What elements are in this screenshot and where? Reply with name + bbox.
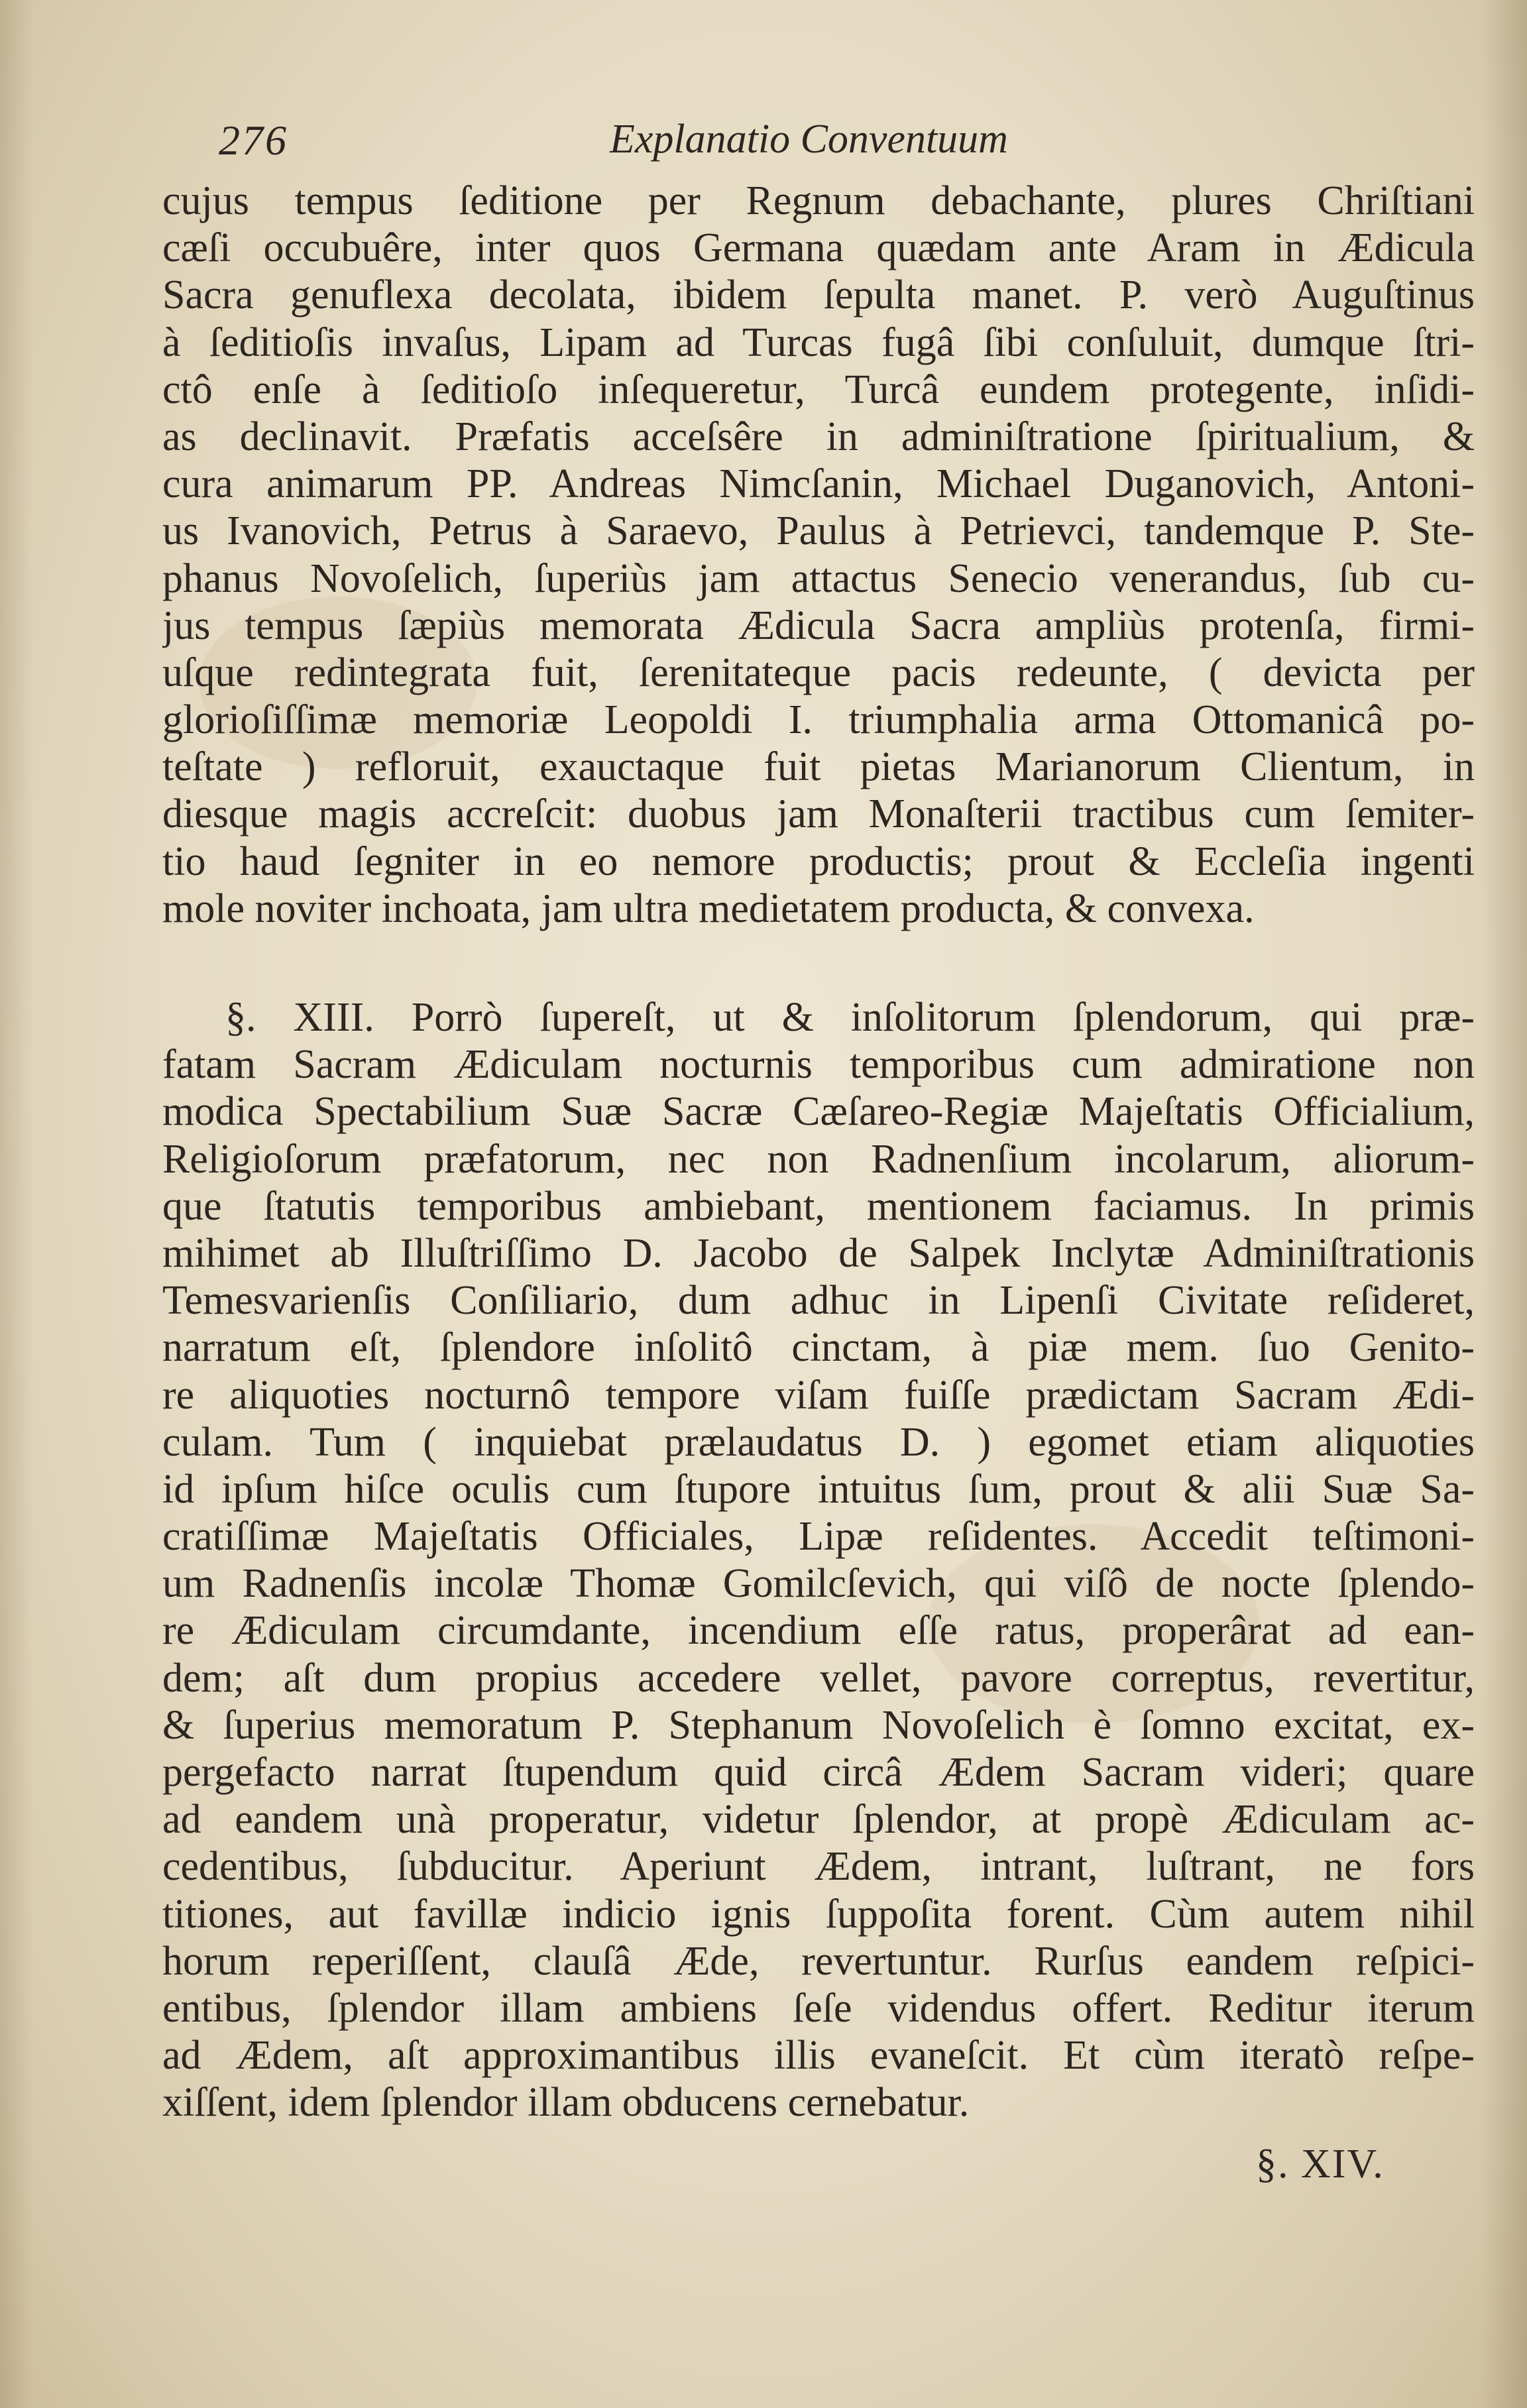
text-line: §. XIII. Porrò ſupereſt, ut & inſolitorum ſplendorum, qui præ- [225,995,1475,1040]
text-line: diesque magis accreſcit: duobus jam Monaſterii tractibus cum ſemiter- [162,791,1475,837]
text-line: ad eandem unà properatur, videtur ſplendor, at propè Ædiculam ac- [162,1797,1475,1843]
text-line: culam. Tum ( inquiebat prælaudatus D. ) egomet etiam aliquoties [162,1419,1475,1465]
page-shadow-left [0,0,33,2408]
text-line: teſtate ) refloruit, exauctaque fuit pietas Marianorum Clientum, in [162,744,1475,790]
page-shadow-right [1481,0,1527,2408]
text-line: uſque redintegrata fuit, ſerenitateque pacis redeunte, ( devicta per [162,650,1475,695]
text-line: cura animarum PP. Andreas Nimcſanin, Michael Duganovich, Antoni- [162,461,1475,507]
text-line: fatam Sacram Ædiculam nocturnis temporibus cum admiratione non [162,1042,1475,1088]
running-head [219,116,1471,176]
text-line: mole noviter inchoata, jam ultra medietatem producta, & convexa. [162,886,1255,931]
text-line: tio haud ſegniter in eo nemore productis; prout & Eccleſia ingenti [162,838,1475,884]
page-number: 276 [219,117,288,164]
text-line: id ipſum hiſce oculis cum ſtupore intuitus ſum, prout & alii Suæ Sa- [162,1466,1475,1512]
text-line: re aliquoties nocturnô tempore viſam fuiſſe prædictam Sacram Ædi- [162,1372,1475,1418]
text-line: à ſeditioſis invaſus, Lipam ad Turcas fugâ ſibi conſuluit, dumque ſtri- [162,319,1475,365]
text-line: glorioſiſſimæ memoriæ Leopoldi I. triumphalia arma Ottomanicâ po- [162,697,1475,743]
text-line: pergefacto narrat ſtupendum quid circâ Ædem Sacram videri; quare [162,1750,1475,1795]
paragraph-section-xiii [162,994,1475,2127]
text-line: Sacra genuflexa decolata, ibidem ſepulta manet. P. verò Auguſtinus [162,272,1475,318]
text-line: mihimet ab Illuſtriſſimo D. Jacobo de Salpek Inclytæ Adminiſtrationis [162,1230,1475,1276]
text-line: cratiſſimæ Majeſtatis Officiales, Lipæ reſidentes. Accedit teſtimoni- [162,1514,1475,1560]
text-line: cæſi occubuêre, inter quos Germana quædam ante Aram in Ædicula [162,225,1475,271]
text-line: entibus, ſplendor illam ambiens ſeſe videndus offert. Reditur iterum [162,1985,1475,2031]
text-line: dem; aſt dum propius accedere vellet, pavore correptus, revertitur, [162,1655,1475,1701]
text-line: & ſuperius memoratum P. Stephanum Novoſelich è ſomno excitat, ex- [162,1702,1475,1748]
text-line: titiones, aut favillæ indicio ignis ſuppoſita forent. Cùm autem nihil [162,1891,1475,1937]
text-line: cedentibus, ſubducitur. Aperiunt Ædem, intrant, luſtrant, ne fors [162,1844,1475,1890]
text-line: cujus tempus ſeditione per Regnum debachante, plures Chriſtiani [162,178,1475,223]
paragraph-continued [162,178,1475,933]
text-line: jus tempus ſæpiùs memorata Ædicula Sacra ampliùs protenſa, firmi- [162,602,1475,648]
text-line: Temesvarienſis Conſiliario, dum adhuc in Lipenſi Civitate reſideret, [162,1278,1475,1324]
text-line: ctô enſe à ſeditioſo inſequeretur, Turcâ eundem protegente, inſidi- [162,367,1475,412]
text-line: um Radnenſis incolæ Thomæ Gomilcſevich, qui viſô de nocte ſplendo- [162,1561,1475,1607]
text-line: narratum eſt, ſplendore inſolitô cinctam, à piæ mem. ſuo Genito- [162,1325,1475,1371]
text-line: us Ivanovich, Petrus à Saraevo, Paulus à Petrievci, tandemque P. Ste- [162,508,1475,554]
catchword: §. XIV. [1256,2142,1385,2187]
text-line: modica Spectabilium Suæ Sacræ Cæſareo-Regiæ Majeſtatis Officialium, [162,1089,1475,1135]
text-line: que ſtatutis temporibus ambiebant, mentionem faciamus. In primis [162,1183,1475,1229]
text-line: xiſſent, idem ſplendor illam obducens cernebatur. [162,2080,970,2126]
text-line: phanus Novoſelich, ſuperiùs jam attactus Senecio venerandus, ſub cu- [162,555,1475,601]
running-title: Explanatio Conventuum [610,117,1008,162]
text-line: Religioſorum præfatorum, nec non Radnenſium incolarum, aliorum- [162,1136,1475,1182]
text-line: as declinavit. Præfatis acceſsêre in adminiſtratione ſpiritualium, & [162,414,1475,459]
text-line: ad Ædem, aſt approximantibus illis evaneſcit. Et cùm iteratò reſpe- [162,2033,1475,2079]
text-line: horum reperiſſent, clauſâ Æde, revertuntur. Rurſus eandem reſpici- [162,1938,1475,1984]
text-line: re Ædiculam circumdante, incendium eſſe ratus, properârat ad ean- [162,1608,1475,1654]
